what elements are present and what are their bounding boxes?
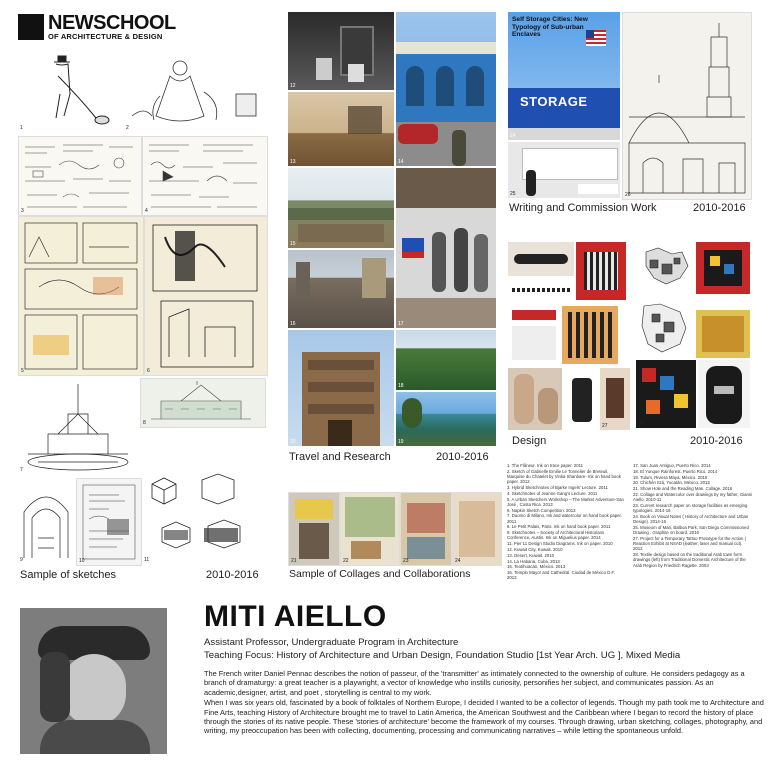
photo-number: 22: [343, 558, 349, 564]
photo-number: 7: [20, 467, 23, 473]
photo-san-juan-mural: [396, 168, 496, 328]
photo-number: 11: [144, 557, 150, 563]
list-item: 11. Pier 11 Design Studio Diagrams. Ink on paper. 2010: [507, 541, 613, 547]
list-item: 24. Book on Visual Notes ( History of Architecture and Urban Design). 2014-16: [633, 513, 749, 525]
photo-number: 19: [398, 439, 404, 445]
list-item: 20. Chichén Itzá, Yucatán, México. 2015: [633, 480, 710, 486]
photo-la-habana: [396, 12, 496, 166]
list-item: 2. Sketch of Gabrielle Emilie Le Tonnelier de Breteuil, Marquise du Chatelet by Vinka Shanbare- Ink on hand book paper. 2012: [507, 468, 621, 485]
sketch-petit-palais: [140, 378, 266, 428]
section-writing-title: Writing and Commission Work: [509, 202, 657, 214]
bio-paragraph-1: The French writer Daniel Pennac describes the notion of passeur, of the 'transmitter' as intimately connected to the ownership of culture. He considers pedagogy as a branch of dramaturgy: a great teacher is a playwright, a vector of knowledge who instills curiosity, personifies her subject, and communicates passion. As an academic,designer, artist, and poet , storytelling is central to my work.: [204, 669, 745, 697]
list-item: 18. El Yunque Rainforest. Puerto Rico. 2014: [633, 468, 718, 474]
design-arab-town-drawing-2: [636, 298, 694, 358]
design-tattoo-prototype-c: [576, 242, 626, 300]
collage-show-hole: [288, 492, 340, 566]
collage-watercolor-2: [400, 492, 452, 566]
list-item: 7. Duomo di Milano, Ink and watercolor on hand book paper. 2011: [507, 513, 622, 524]
photo-number: 18: [398, 383, 404, 389]
works-list-col2: [633, 463, 753, 568]
photo-number: 21: [291, 558, 297, 564]
design-textile-scarf: [636, 360, 696, 428]
section-design-title: Design: [512, 435, 547, 447]
profile-bio: [204, 669, 764, 737]
profile-name: MITI AIELLO: [204, 600, 387, 633]
design-tattoo-hand: [564, 368, 600, 430]
section-sketches-years: 2010-2016: [206, 569, 259, 581]
photo-number: 15: [290, 241, 296, 247]
storage-sign: STORAGE: [520, 94, 588, 109]
photo-el-yunque: [396, 330, 496, 390]
sketch-sas-notes: [76, 478, 142, 566]
section-writing-years: 2010-2016: [693, 202, 746, 214]
sketch-gang-notes: [142, 136, 268, 216]
list-item: 21. Show Hole and the Reading Man. Collage. 2016: [633, 486, 733, 492]
list-item: 13. Desert, Kuwait. 2010: [507, 552, 555, 558]
list-item: 17. San Juan Antiguo, Puerto Rico. 2014: [633, 463, 711, 468]
photo-number: 24: [455, 558, 461, 564]
design-backpack: [698, 360, 750, 428]
photo-number: 2: [126, 125, 129, 131]
section-design-years: 2010-2016: [690, 435, 743, 447]
list-item: 15. Teotihuacán, México. 2013: [507, 564, 566, 570]
logo-sub-text: OF ARCHITECTURE & DESIGN: [48, 32, 163, 41]
design-arab-textile-1: [696, 242, 750, 294]
profile-position: Assistant Professor, Undergraduate Program in Architecture: [204, 637, 459, 648]
photo-number: 6: [147, 368, 150, 374]
design-tattoo-board: [508, 306, 560, 364]
list-item: 28. Textile design based on the traditional Arab town form drawings (left) from Traditional Domestic Architecture of the Arab Region by Friedrich Ragette. 2003: [633, 552, 746, 568]
works-list-col1: [507, 463, 625, 581]
profile-focus: Teaching Focus: History of Architecture and Urban Design, Foundation Studio [1st Year Arch. UG ], Mixed Media: [204, 650, 681, 661]
drawing-museum-of-man: [622, 12, 752, 200]
list-item: 14. La Habana, Cuba. 2013: [507, 558, 560, 564]
photo-visual-notes-book: [508, 142, 620, 198]
sketch-ingels-notes: [18, 136, 142, 216]
section-collages-title: Sample of Collages and Collaborations: [289, 568, 471, 580]
photo-kuwait-city: [288, 12, 394, 90]
sketch-pier11-diagrams: [142, 470, 264, 564]
sketch-market-workshop: [18, 216, 144, 376]
logo-main-text: NEWSCHOOL: [48, 12, 176, 34]
photo-teotihuacan: [288, 168, 394, 248]
photo-number: 14: [398, 159, 404, 165]
photo-number: 24: [510, 133, 516, 139]
design-tattoo-pieces: [600, 368, 630, 430]
collage-watercolor-3: [452, 492, 502, 566]
photo-number: 5: [21, 368, 24, 374]
bio-paragraph-2: When I was six years old, fascinated by a book of folktales of Northern Europe, I decided I wanted to be a collector of legends. Though my path took me to Architecture and Fine Arts, teaching History of Architecture brought me to travel to Latin America, the American Southwest and the Caribbean where I began to record the history of place through the stories of its native people. These 'stories of architecture' become the framework of my courses. Through drawing, urban sketching, collages, photography, and writing, my preoccupation has been with collecting, documenting, processing and communicating narratives – while letting the spontaneous unfold.: [204, 698, 764, 736]
design-tattoo-prototype-a: [508, 242, 574, 276]
photo-number: 20: [290, 439, 296, 445]
photo-tulum: [396, 392, 496, 446]
list-item: 27. Project for a Temporary Tattoo Prototype for the Action ( Reaction Exhibit at NSAD (leather, laser and manual cut). 2012: [633, 535, 747, 552]
photo-number: 16: [290, 321, 296, 327]
sketch-flaneur: [18, 46, 122, 132]
section-travel-years: 2010-2016: [436, 451, 489, 463]
list-item: 22. Collage and Watercolor over drawings by my father, Gianni Aiello. 2010-11: [633, 491, 753, 503]
design-arab-textile-2: [696, 310, 750, 358]
list-item: 16. Templo Mayor and Cathedral. Ciudad de México D.F. 2013: [507, 570, 615, 581]
list-item: 6. Napkin Sketch Competition. 2013: [507, 507, 576, 513]
photo-chichen-itza: [288, 330, 394, 446]
list-item: 23. Current research paper on storage facilities as emerging typologies. 2014-16: [633, 502, 748, 514]
photo-number: 1: [20, 125, 23, 131]
photo-number: 13: [290, 159, 296, 165]
photo-number: 23: [403, 558, 409, 564]
sketch-arch-door: [18, 478, 74, 564]
section-travel-title: Travel and Research: [289, 451, 391, 463]
photo-number: 3: [21, 208, 24, 214]
list-item: 8. Le Petit Palais, Paris. Ink on hand book paper. 2011: [507, 524, 611, 530]
list-item: 25. Museum of Man, Balboa Park, San Diego Commissioned Drawing . Graphite on board. 2016: [633, 524, 749, 536]
photo-number: 4: [145, 208, 148, 214]
list-item: 19. Tulum, Riviera Maya, México. 2015: [633, 474, 708, 480]
design-tattoo-prototype-b: [508, 280, 574, 300]
portrait-photo: [20, 608, 167, 754]
sketch-napkin: [144, 216, 268, 376]
list-item: 4. Sketchnotes of Jeanne Gang's Lecture. 2011: [507, 490, 598, 496]
logo-square-icon: [18, 14, 44, 40]
photo-number: 28: [638, 421, 644, 427]
list-item: 1. The Flâneur. Ink on trace paper. 2011: [507, 463, 584, 468]
photo-number: 17: [398, 321, 404, 327]
list-item: 12. Kuwait City, Kuwait. 2010: [507, 546, 563, 552]
photo-number: 26: [625, 192, 631, 198]
photo-number: 12: [290, 83, 296, 89]
photo-number: 9: [20, 557, 23, 563]
collage-watercolor-1: [340, 492, 400, 566]
list-item: 3. Hybrid Sketchnotes of Bjarke Ingels' Lecture. 2011: [507, 485, 608, 490]
sketch-marquise: [124, 46, 266, 132]
list-item: 9. Sketchnotes – Society of Architectural Historians Conference, Austin. Ink on Miguelius paper. 2014: [507, 530, 605, 541]
photo-templo-mayor: [288, 250, 394, 328]
photo-number: 10: [79, 558, 85, 564]
self-storage-headline: Self Storage Cities: New Typology of Sub-urban Enclaves: [512, 16, 588, 39]
photo-self-storage: [508, 12, 620, 140]
photo-desert: [288, 92, 394, 166]
sketch-duomo: [18, 378, 138, 474]
photo-number: 8: [143, 420, 146, 426]
design-arab-town-drawing-1: [636, 242, 694, 294]
list-item: 5. A Urban Sketchers Workshop – The Market Adventure-San José , Costa Rica. 2013: [507, 496, 624, 507]
design-tattoo-arms: [508, 368, 562, 430]
design-tattoo-bands: [562, 306, 618, 364]
photo-number: 27: [602, 423, 608, 429]
photo-number: 25: [510, 191, 516, 197]
section-sketches-title: Sample of sketches: [20, 569, 116, 581]
